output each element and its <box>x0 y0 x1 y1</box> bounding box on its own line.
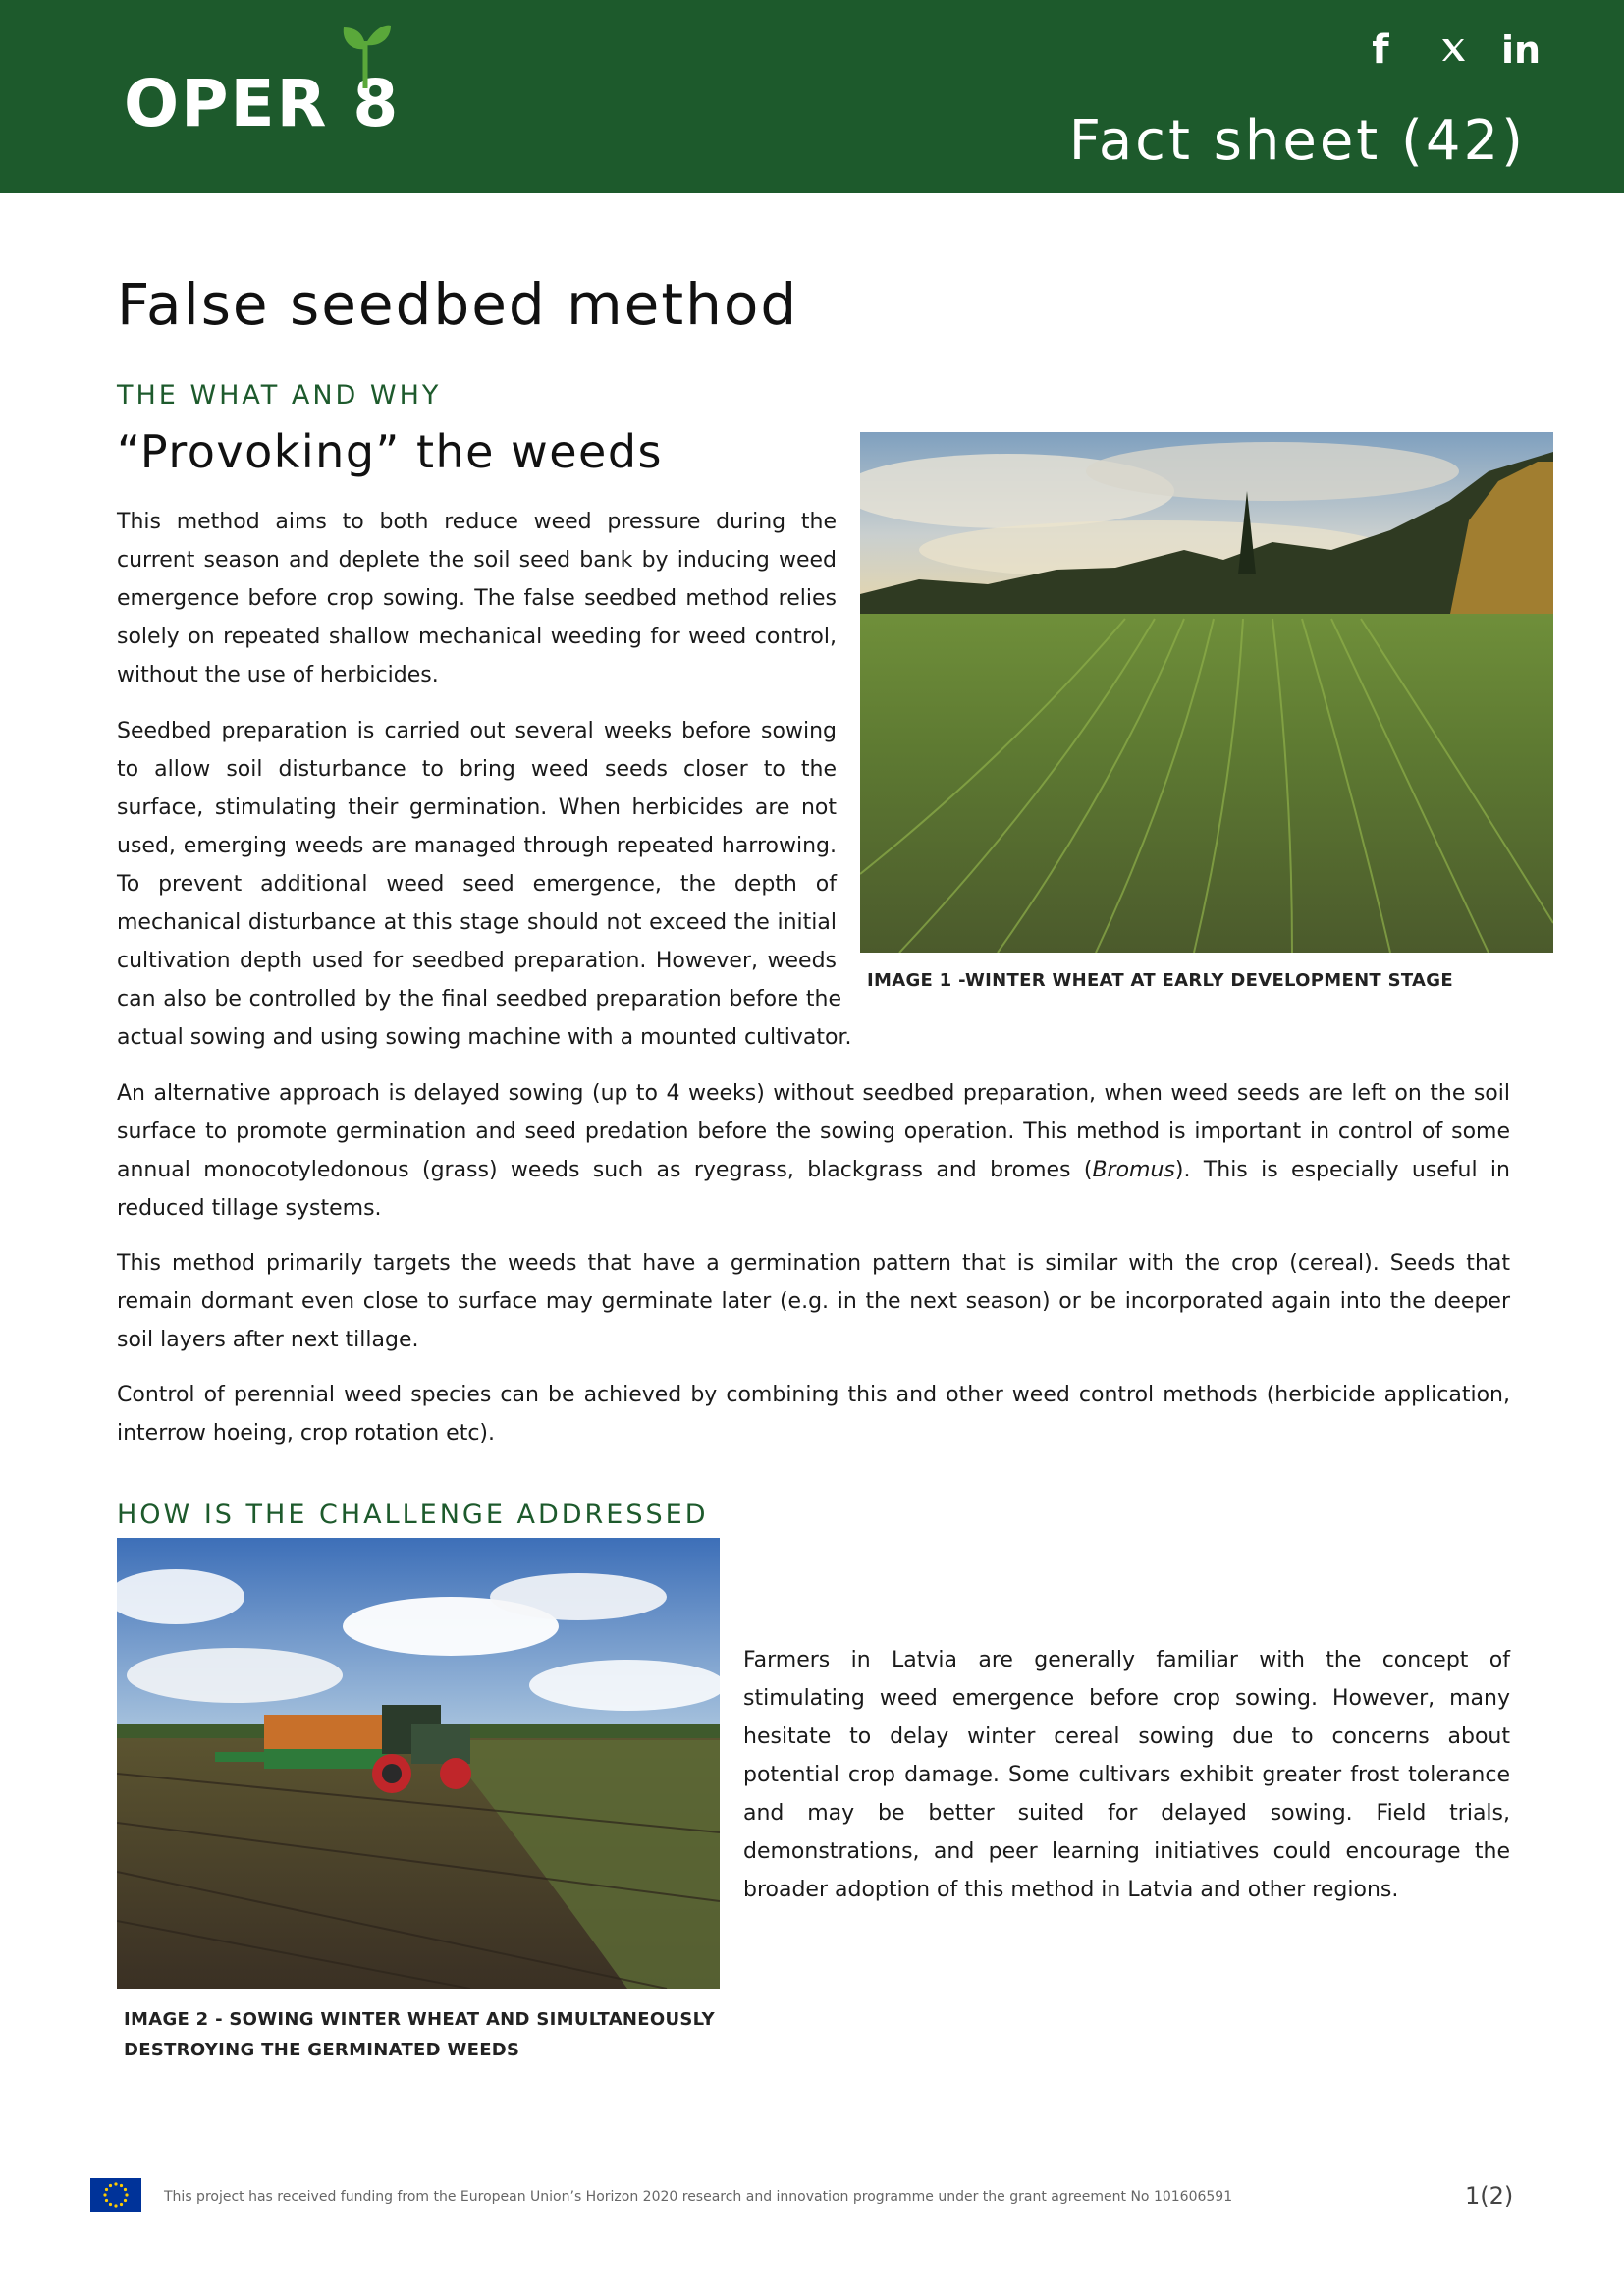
eu-flag-icon <box>90 2178 141 2212</box>
text-line: actual sowing and using sowing machine with a mounted cultivator. <box>117 1025 852 1050</box>
paragraph-latvia-farmers <box>743 1641 1510 1909</box>
paragraph-target-weeds: This method primarily targets the weeds that have a germination pattern that is similar with the crop (cereal). Seeds that remain dormant even close to surface may germinate later (e.g. in the next season) or be incorporated again into the deeper soil layers after next tillage. <box>117 1251 1510 1352</box>
text-line: Seedbed preparation is carried out several weeks before sowing <box>117 719 837 743</box>
sprout-icon <box>334 20 395 88</box>
facebook-icon[interactable]: f <box>1372 27 1389 73</box>
section-subtitle: “Provoking” the weeds <box>117 425 663 478</box>
header-banner <box>0 0 1624 193</box>
text-line: potential crop damage. Some cultivars exhibit greater frost tolerance <box>743 1763 1510 1787</box>
paragraph-seedbed-preparation <box>117 712 852 1057</box>
text-line: Farmers in Latvia are generally familiar with the concept of <box>743 1648 1510 1672</box>
paragraph-delayed-sowing <box>117 1074 1510 1228</box>
text-line: solely on repeated shallow mechanical weeding for weed control, <box>117 625 837 649</box>
page-title: False seedbed method <box>117 271 799 338</box>
text-line: used, emerging weeds are managed through repeated harrowing. <box>117 834 837 858</box>
text-line: broader adoption of this method in Latvia and other regions. <box>743 1878 1399 1902</box>
factsheet-title: Fact sheet (42) <box>1068 109 1526 173</box>
text-line: cultivation depth used for seedbed preparation. However, weeds <box>117 949 837 973</box>
text-run: ). This is especially useful in reduced tillage systems. <box>117 1158 1510 1221</box>
section-heading-what-why: THE WHAT AND WHY <box>117 380 442 410</box>
funding-note: This project has received funding from the European Union’s Horizon 2020 research and innovation programme under the grant agreement No 101606591 <box>164 2189 1233 2205</box>
text-line: without the use of herbicides. <box>117 663 439 687</box>
text-line: hesitate to delay winter cereal sowing due to concerns about <box>743 1724 1510 1749</box>
section-heading-challenge: HOW IS THE CHALLENGE ADDRESSED <box>117 1500 709 1530</box>
logo-text: OPER 8 <box>124 66 401 141</box>
paragraph-perennial-control: Control of perennial weed species can be achieved by combining this and other weed control methods (herbicide application, interrow hoeing, crop rotation etc). <box>117 1383 1510 1446</box>
paragraph-intro <box>117 503 837 694</box>
page-number: 1(2) <box>1465 2182 1514 2210</box>
image2-caption-line2: DESTROYING THE GERMINATED WEEDS <box>124 2040 520 2060</box>
text-line: stimulating weed emergence before crop sowing. However, many <box>743 1686 1510 1711</box>
text-line: emergence before crop sowing. The false seedbed method relies <box>117 586 837 611</box>
image-winter-wheat-field <box>860 432 1553 953</box>
x-icon[interactable] <box>1434 27 1473 73</box>
text-line: surface, stimulating their germination. When herbicides are not <box>117 795 837 820</box>
image-tractor-sowing <box>117 1538 720 1989</box>
text-line: To prevent additional weed seed emergence, the depth of <box>117 872 837 897</box>
text-line: This method aims to both reduce weed pressure during the <box>117 510 837 534</box>
text-line: and may be better suited for delayed sowing. Field trials, <box>743 1801 1510 1826</box>
text-line: demonstrations, and peer learning initiatives could encourage the <box>743 1839 1510 1864</box>
text-line: mechanical disturbance at this stage should not exceed the initial <box>117 910 837 935</box>
image1-caption: IMAGE 1 -WINTER WHEAT AT EARLY DEVELOPMENT STAGE <box>867 970 1453 991</box>
text-line: can also be controlled by the final seedbed preparation before the <box>117 987 841 1011</box>
italic-term: Bromus <box>1092 1158 1175 1182</box>
linkedin-icon[interactable]: in <box>1500 28 1542 72</box>
text-line: current season and deplete the soil seed bank by inducing weed <box>117 548 837 573</box>
image2-caption-line1: IMAGE 2 - SOWING WINTER WHEAT AND SIMULTANEOUSLY <box>124 2009 715 2030</box>
text-run: An alternative approach is delayed sowing (up to 4 weeks) without seedbed preparation, when weed seeds are left on the soil surface to promote germination and seed predation before the sowing operation. This method is important in control of some annual monocotyledonous (grass) weeds such as ryegrass, blackgrass and bromes ( <box>117 1081 1510 1182</box>
text-line: to allow soil disturbance to bring weed seeds closer to the <box>117 757 837 782</box>
